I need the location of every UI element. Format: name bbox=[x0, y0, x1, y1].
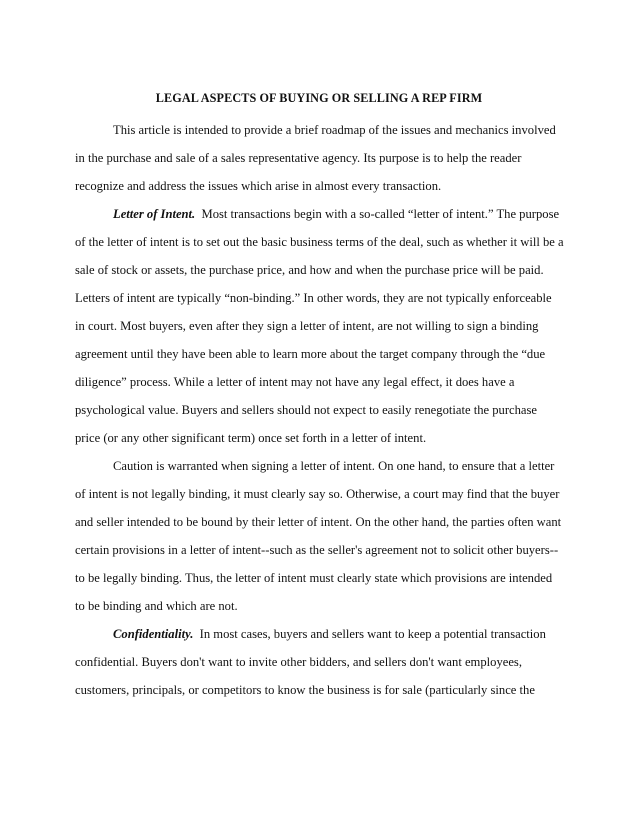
section-heading-confidentiality: Confidentiality. bbox=[113, 627, 194, 641]
section-heading-letter-of-intent: Letter of Intent. bbox=[113, 207, 196, 221]
text-line: Caution is warranted when signing a letter of intent. On one hand, to ensure that a letter bbox=[113, 459, 555, 473]
text-line: psychological value. Buyers and sellers should not expect to easily renegotiate the purchase bbox=[75, 403, 537, 417]
text-line: In most cases, buyers and sellers want to keep a potential transaction bbox=[199, 627, 546, 641]
document-title: LEGAL ASPECTS OF BUYING OR SELLING A REP FIRM bbox=[155, 91, 483, 105]
text-line: sale of stock or assets, the purchase price, and how and when the purchase price will be paid. bbox=[75, 263, 544, 277]
text-line: in the purchase and sale of a sales representative agency. Its purpose is to help the reader bbox=[75, 151, 522, 165]
text-line: This article is intended to provide a brief roadmap of the issues and mechanics involved bbox=[113, 123, 556, 137]
text-line: to be legally binding. Thus, the letter of intent must clearly state which provisions are intended bbox=[75, 571, 553, 585]
text-line: certain provisions in a letter of intent--such as the seller's agreement not to solicit other buyers-- bbox=[75, 543, 559, 557]
text-line: recognize and address the issues which arise in almost every transaction. bbox=[75, 179, 442, 193]
text-line: Letters of intent are typically “non-binding.” In other words, they are not typically enforceable bbox=[75, 291, 552, 305]
text-line-with-heading bbox=[113, 626, 613, 642]
text-line: of intent is not legally binding, it must clearly say so. Otherwise, a court may find that the buyer bbox=[75, 487, 560, 501]
text-line: price (or any other significant term) once set forth in a letter of intent. bbox=[75, 431, 427, 445]
text-line-with-heading bbox=[113, 206, 613, 222]
text-line: in court. Most buyers, even after they sign a letter of intent, are not willing to sign a binding bbox=[75, 319, 539, 333]
text-line: customers, principals, or competitors to know the business is for sale (particularly since the bbox=[75, 683, 535, 697]
text-line: confidential. Buyers don't want to invite other bidders, and sellers don't want employees, bbox=[75, 655, 522, 669]
text-line: to be binding and which are not. bbox=[75, 599, 238, 613]
text-line: diligence” process. While a letter of intent may not have any legal effect, it does have a bbox=[75, 375, 515, 389]
text-line: of the letter of intent is to set out the basic business terms of the deal, such as whether it will be a bbox=[75, 235, 564, 249]
text-line: agreement until they have been able to learn more about the target company through the “due bbox=[75, 347, 546, 361]
text-line: Most transactions begin with a so-called “letter of intent.” The purpose bbox=[201, 207, 560, 221]
text-line: and seller intended to be bound by their letter of intent. On the other hand, the parties often want bbox=[75, 515, 562, 529]
